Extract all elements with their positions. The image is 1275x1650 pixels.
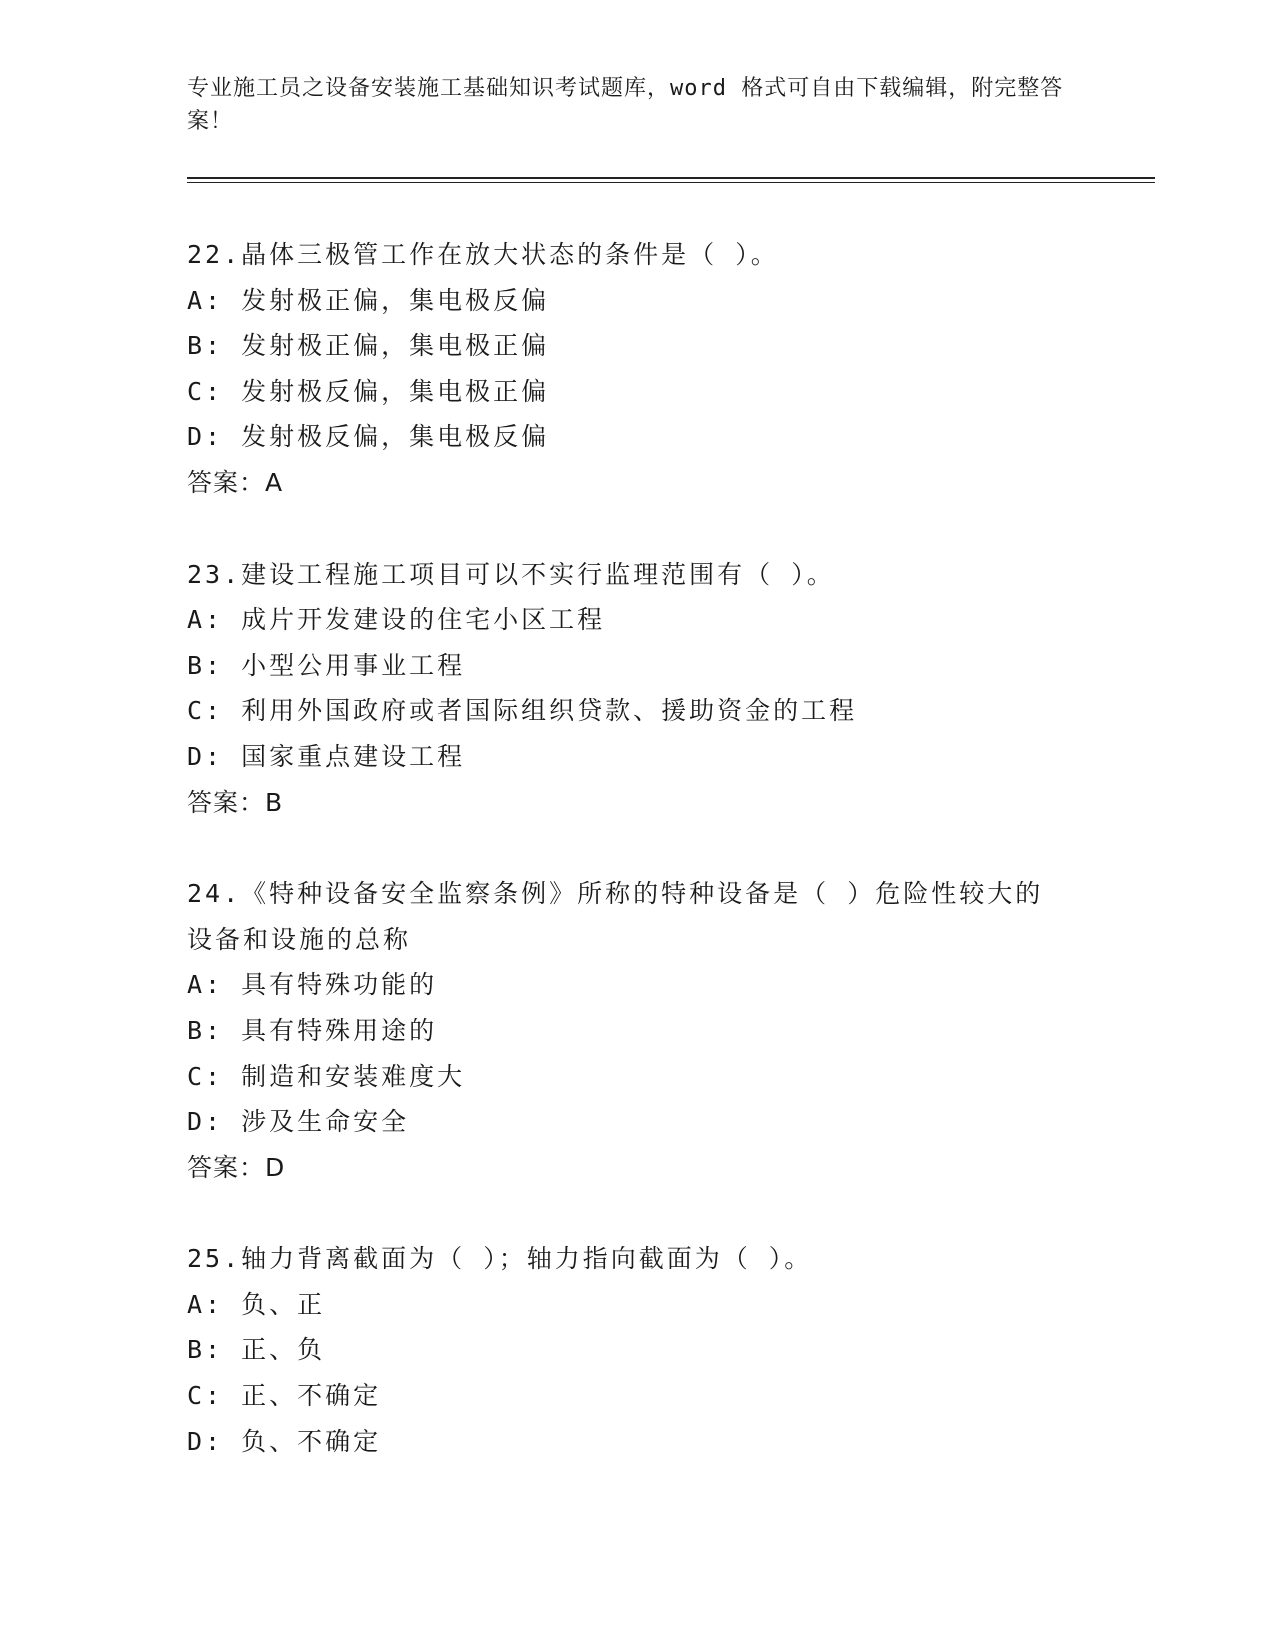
- header-divider-thin: [187, 182, 1155, 183]
- answer-text: 答案：A: [187, 467, 284, 497]
- option-b: B: 正、负: [187, 1335, 326, 1365]
- option-c: C: 发射极反偏，集电极正偏: [187, 376, 550, 406]
- question-stem: 24.《特种设备安全监察条例》所称的特种设备是（ ）危险性较大的设备和设施的总称: [187, 879, 1044, 954]
- option-d: D: 国家重点建设工程: [187, 741, 466, 771]
- option-d: D: 负、不确定: [187, 1426, 382, 1456]
- question-23: [187, 552, 1087, 826]
- option-b: B: 具有特殊用途的: [187, 1015, 438, 1045]
- question-stem: 23.建设工程施工项目可以不实行监理范围有（ ）。: [187, 559, 835, 589]
- option-a: A: 发射极正偏，集电极反偏: [187, 285, 550, 315]
- option-b: B: 发射极正偏，集电极正偏: [187, 331, 550, 361]
- option-d: D: 发射极反偏，集电极反偏: [187, 422, 550, 452]
- option-a: A: 负、正: [187, 1289, 326, 1319]
- answer-text: 答案：D: [187, 1152, 286, 1182]
- question-list: [187, 232, 1087, 1464]
- question-stem: 22.晶体三极管工作在放大状态的条件是（ ）。: [187, 240, 779, 269]
- header-divider-thick: [187, 177, 1155, 179]
- option-a: A: 具有特殊功能的: [187, 970, 438, 1000]
- option-c: C: 利用外国政府或者国际组织贷款、援助资金的工程: [187, 696, 858, 726]
- intro-text: 专业施工员之设备安装施工基础知识考试题库，word 格式可自由下载编辑，附完整答案！: [187, 76, 1064, 134]
- question-24: [187, 871, 1087, 1190]
- option-a: A: 成片开发建设的住宅小区工程: [187, 605, 606, 635]
- question-stem: 25.轴力背离截面为（ ）；轴力指向截面为（ ）。: [187, 1244, 813, 1274]
- option-d: D: 涉及生命安全: [187, 1107, 410, 1137]
- option-c: C: 制造和安装难度大: [187, 1061, 466, 1091]
- answer-text: 答案：B: [187, 787, 284, 817]
- question-25: [187, 1236, 1087, 1464]
- question-22: [187, 232, 1087, 506]
- option-b: B: 小型公用事业工程: [187, 650, 466, 680]
- option-c: C: 正、不确定: [187, 1381, 382, 1411]
